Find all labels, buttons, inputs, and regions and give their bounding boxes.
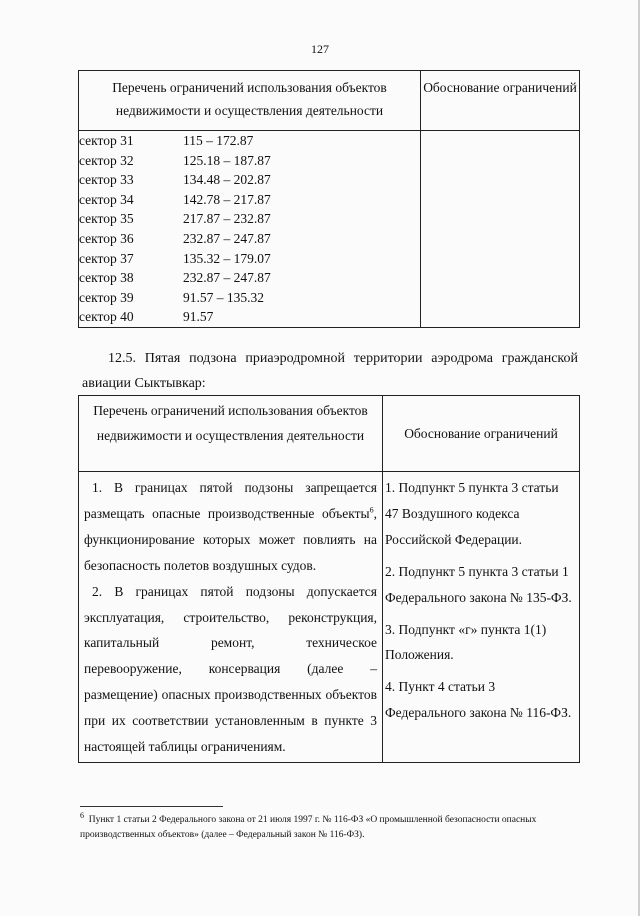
sector-range: 125.18 – 187.87 <box>183 152 271 168</box>
header-basis: Обоснование ограничений <box>383 396 580 472</box>
sector-name: сектор 38 <box>79 270 134 286</box>
basis-cell-empty <box>421 131 580 328</box>
sector-name: сектор 35 <box>79 211 134 227</box>
restriction-item-2: 2. В границах пятой подзоны допускается эксплуатация, строительство, реконструкция, капитальный ремонт, техническое перевооружение, консервация (далее – размещение) опасных производственных объектов при их соответствии установленным в пункте 3 настоящей таблицы ограничениям. <box>84 583 377 755</box>
sector-range: 232.87 – 247.87 <box>183 230 271 246</box>
header-restrictions: Перечень ограничений использования объектов недвижимости и осуществления деятельности <box>79 396 383 472</box>
sector-row <box>79 190 420 210</box>
sector-name: сектор 36 <box>79 230 134 246</box>
footnote <box>80 810 580 843</box>
footnote-text: Пункт 1 статьи 2 Федерального закона от 21 июля 1997 г. № 116-ФЗ «О промышленной безопасности опасных производственных объектов» (далее – Федеральный закон № 116-ФЗ). <box>80 815 537 840</box>
sector-restrictions-table <box>78 70 580 328</box>
page-number: 127 <box>311 42 329 56</box>
restriction-item-1 <box>84 475 377 579</box>
sector-range: 217.87 – 232.87 <box>183 211 271 227</box>
sector-name: сектор 34 <box>79 191 134 207</box>
table-row <box>79 472 580 763</box>
header-basis: Обоснование ограничений <box>421 71 580 131</box>
sector-range: 91.57 – 135.32 <box>183 289 264 305</box>
sector-name: сектор 40 <box>79 309 134 325</box>
table-row <box>79 131 580 328</box>
footnote-separator <box>80 806 223 807</box>
sector-range: 115 – 172.87 <box>183 133 254 148</box>
sector-range: 135.32 – 179.07 <box>183 250 271 266</box>
sector-range: 134.48 – 202.87 <box>183 172 271 188</box>
sector-name: сектор 33 <box>79 172 134 188</box>
sector-range: 142.78 – 217.87 <box>183 191 271 207</box>
basis-item: 1. Подпункт 5 пункта 3 статьи 47 Воздушного кодекса Российской Федерации. <box>385 480 559 547</box>
header-restrictions: Перечень ограничений использования объектов недвижимости и осуществления деятельности <box>79 71 421 131</box>
restriction-item-1-text: 1. В границах пятой подзоны запрещается размещать опасные производственные объекты <box>84 480 377 521</box>
sector-name: сектор 31 <box>79 133 134 148</box>
sector-range: 232.87 – 247.87 <box>183 270 271 286</box>
footnote-marker: 6 <box>80 810 84 820</box>
sector-name: сектор 37 <box>79 250 134 266</box>
basis-item: 4. Пункт 4 статьи 3 Федерального закона № 116-ФЗ. <box>385 679 572 721</box>
sector-row <box>79 307 420 327</box>
section-paragraph: 12.5. Пятая подзона приаэродромной территории аэродрома гражданской авиации Сыктывкар: <box>82 351 578 391</box>
sector-row <box>79 209 420 229</box>
sector-row <box>79 288 420 308</box>
sector-row <box>79 170 420 190</box>
sector-row <box>79 268 420 288</box>
sector-list <box>79 131 421 328</box>
fifth-subzone-table <box>78 395 580 763</box>
basis-item: 3. Подпункт «г» пункта 1(1) Положения. <box>385 621 547 663</box>
sector-row <box>79 249 420 269</box>
footnote-reference: 6 <box>369 505 374 515</box>
sector-row <box>79 229 420 249</box>
table-header-row <box>79 396 580 472</box>
sector-row <box>79 151 420 171</box>
sector-row <box>79 131 420 151</box>
sector-name: сектор 32 <box>79 152 134 168</box>
sector-range: 91.57 <box>183 309 214 325</box>
sector-name: сектор 39 <box>79 289 134 305</box>
basis-cell <box>383 472 580 763</box>
restrictions-cell <box>79 472 383 763</box>
basis-item: 2. Подпункт 5 пункта 3 статьи 1 Федерального закона № 135-ФЗ. <box>385 563 572 605</box>
table-header-row <box>79 71 580 131</box>
restriction-item-1-rest: , функционирование которых может повлиять на безопасность полетов воздушных судов. <box>84 505 377 573</box>
